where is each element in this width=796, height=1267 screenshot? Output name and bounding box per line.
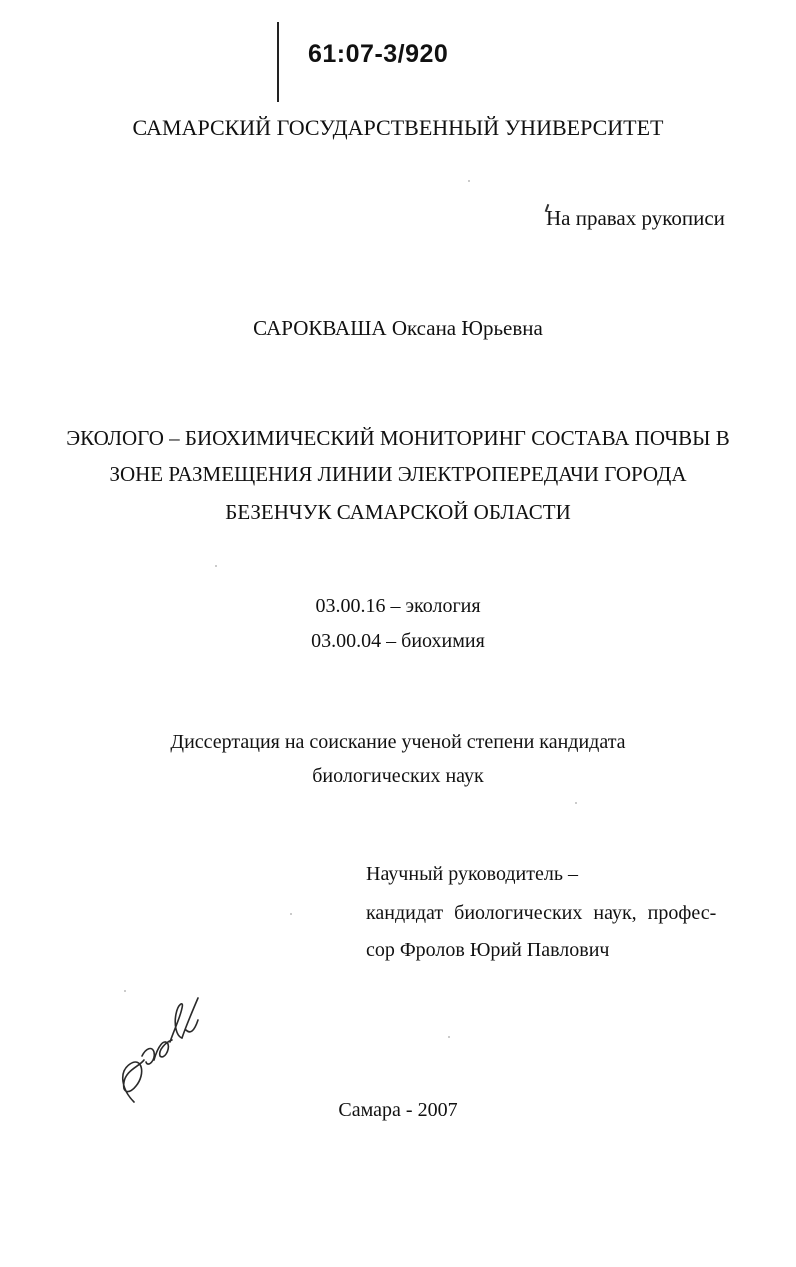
author-name: САРОКВАША Оксана Юрьевна (253, 316, 543, 340)
city-year: Самара - 2007 (338, 1099, 458, 1121)
paper-speck (124, 990, 126, 992)
handwritten-signature (112, 990, 212, 1110)
paper-speck (468, 180, 470, 182)
paper-speck (215, 565, 217, 567)
specialty-code: 03.00.04 – биохимия (311, 630, 485, 652)
degree-line: Диссертация на соискание ученой степени кандидата (170, 731, 626, 753)
specialty-code: 03.00.16 – экология (315, 595, 481, 617)
paper-speck (575, 802, 577, 804)
paper-speck (290, 913, 292, 915)
thesis-title-line: ЗОНЕ РАЗМЕЩЕНИЯ ЛИНИИ ЭЛЕКТРОПЕРЕДАЧИ ГОРОДА (109, 462, 687, 486)
stamp-divider (277, 22, 279, 102)
thesis-title-line: БЕЗЕНЧУК САМАРСКОЙ ОБЛАСТИ (225, 500, 571, 524)
supervisor-line: сор Фролов Юрий Павлович (366, 939, 610, 961)
degree-line: биологических наук (312, 765, 484, 787)
paper-speck (448, 1036, 450, 1038)
archive-code: 61:07-3/920 (308, 40, 449, 68)
thesis-title-line: ЭКОЛОГО – БИОХИМИЧЕСКИЙ МОНИТОРИНГ СОСТАВА ПОЧВЫ В (66, 426, 730, 450)
manuscript-note: На правах рукописи (546, 206, 725, 230)
supervisor-line: Научный руководитель – (366, 863, 578, 885)
supervisor-line: кандидат биологических наук, профес- (366, 902, 717, 924)
university-name: САМАРСКИЙ ГОСУДАРСТВЕННЫЙ УНИВЕРСИТЕТ (132, 115, 664, 140)
